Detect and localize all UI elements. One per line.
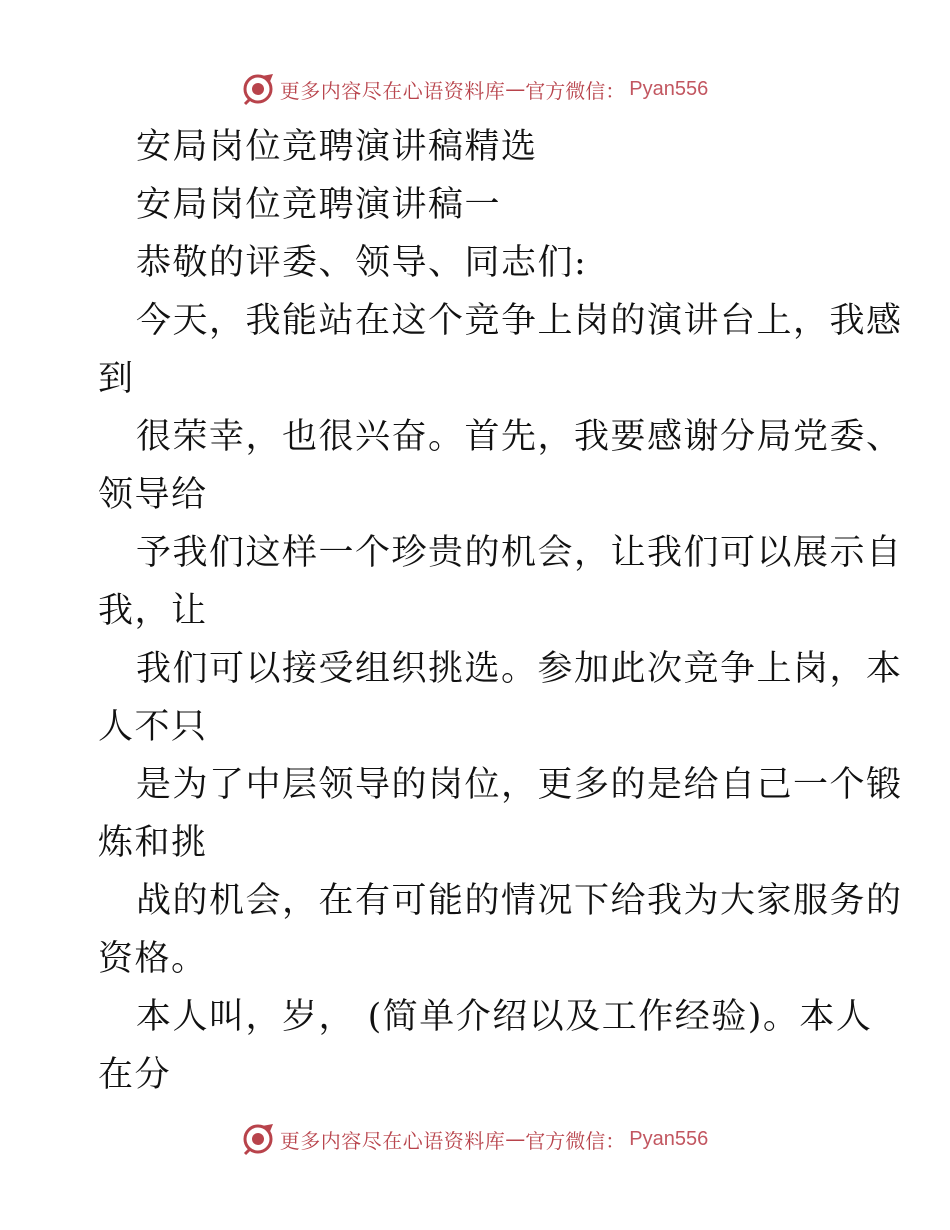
doc-line: 予我们这样一个珍贵的机会，让我们可以展示自	[136, 533, 903, 573]
header-watermark-banner	[0, 72, 950, 106]
banner-handle: Pyan556	[629, 1127, 709, 1150]
doc-line: 今天，我能站在这个竞争上岗的演讲台上，我感	[136, 301, 903, 341]
pen-logo-icon	[242, 1122, 276, 1156]
doc-line: 在分	[98, 1055, 172, 1095]
pen-logo-icon	[242, 72, 276, 106]
footer-watermark-banner	[0, 1122, 950, 1156]
doc-line: 我，让	[98, 591, 208, 631]
doc-line: 人不只	[98, 707, 208, 747]
banner-wechat-label: 官方微信：	[525, 1128, 626, 1153]
doc-line: 资格。	[98, 939, 208, 979]
doc-line: 战的机会，在有可能的情况下给我为大家服务的	[136, 881, 903, 921]
doc-salutation: 恭敬的评委、领导、同志们:	[136, 243, 588, 283]
banner-separator: —	[505, 1127, 526, 1151]
banner-separator: —	[505, 77, 526, 101]
doc-line: 我们可以接受组织挑选。参加此次竞争上岗，本	[136, 649, 903, 689]
banner-handle: Pyan556	[629, 77, 709, 100]
doc-line: 是为了中层领导的岗位，更多的是给自己一个锻	[136, 765, 903, 805]
doc-line: 本人叫，岁， (简单介绍以及工作经验)。本人	[136, 997, 873, 1037]
doc-subtitle: 安局岗位竞聘演讲稿一	[136, 185, 502, 225]
banner-text: 更多内容尽在心语资料库	[279, 1128, 506, 1153]
doc-line: 很荣幸，也很兴奋。首先，我要感谢分局党委、	[136, 417, 903, 457]
banner-text: 更多内容尽在心语资料库	[279, 78, 506, 103]
banner-wechat-label: 官方微信：	[525, 78, 626, 103]
doc-line: 炼和挑	[98, 823, 208, 863]
document-body	[0, 118, 950, 1104]
doc-title: 安局岗位竞聘演讲稿精选	[136, 127, 538, 167]
doc-line: 领导给	[98, 475, 208, 515]
doc-line: 到	[98, 359, 135, 399]
